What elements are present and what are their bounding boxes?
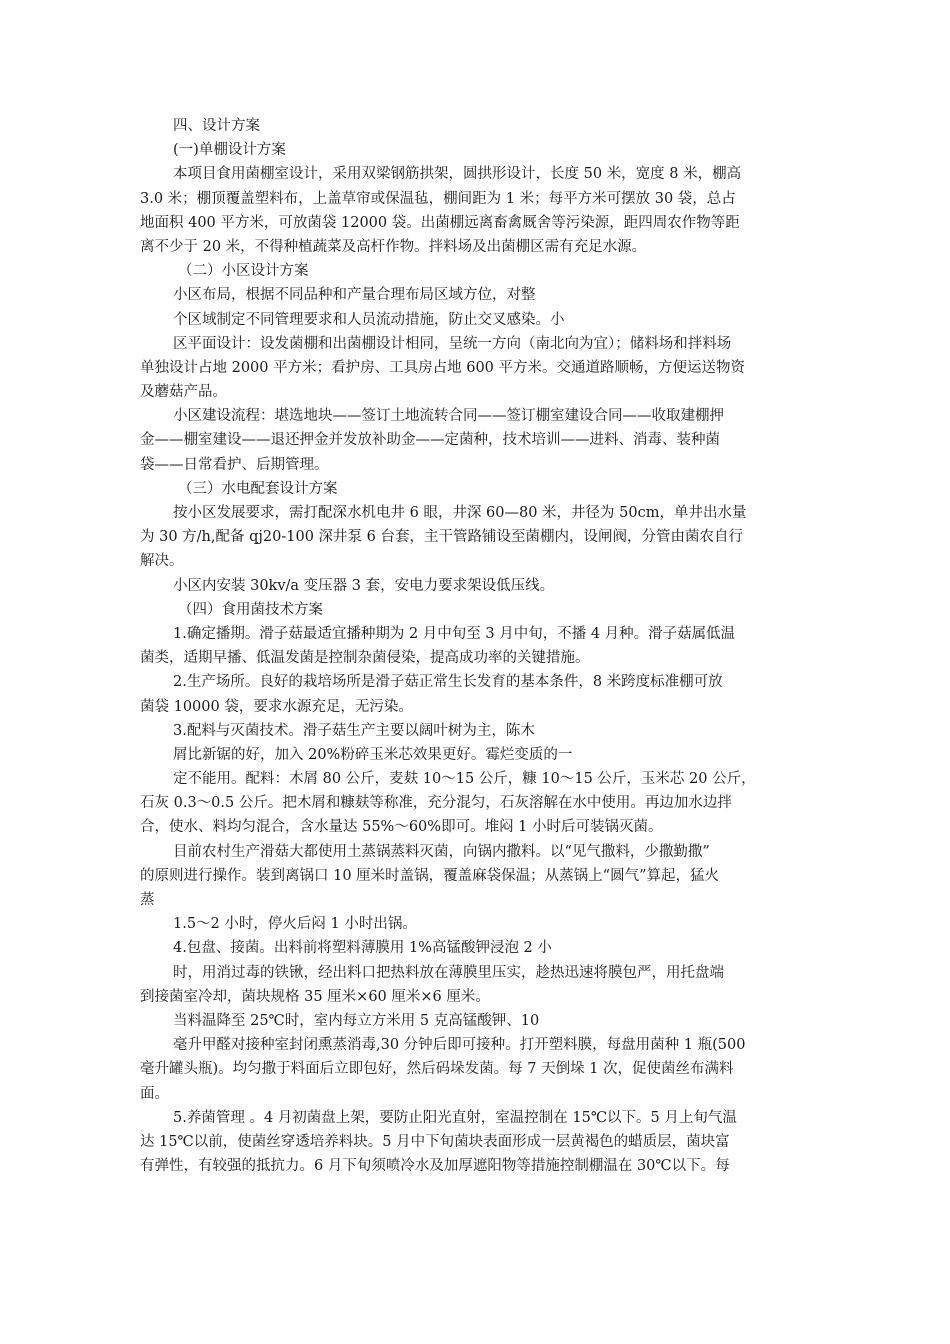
text-line: 小区布局，根据不同品种和产量合理布局区域方位，对整 xyxy=(173,287,536,304)
text-line: 的原则进行操作。装到离锅口 10 厘米时盖锅，覆盖麻袋保温；从蒸锅上“圆气”算起，猛火 xyxy=(140,867,719,884)
text-line: 毫升罐头瓶)。均匀撒于料面后立即包好，然后码垛发菌。每 7 天倒垛 1 次，促使菌丝布满料 xyxy=(140,1061,734,1078)
text-line: 小区建设流程：堪选地块——签订土地流转合同——签订棚室建设合同——收取建棚押 xyxy=(173,408,724,425)
text-line: 个区域制定不同管理要求和人员流动措施，防止交叉感染。小 xyxy=(173,311,565,328)
text-line: 面。 xyxy=(140,1085,169,1102)
text-line: 达 15℃以前，使菌丝穿透培养料块。5 月中下旬菌块表面形成一层黄褐色的蜡质层，菌块富 xyxy=(140,1133,730,1150)
text-line: 时，用消过毒的铁锹，经出料口把热料放在薄膜里压实，趁热迅速将膜包严，用托盘端 xyxy=(173,964,724,981)
text-line: 2.生产场所。良好的栽培场所是滑子菇正常生长发育的基本条件，8 米跨度标准棚可放 xyxy=(173,674,723,691)
text-line: 袋——日常看护、后期管理。 xyxy=(140,456,329,473)
text-line: （三）水电配套设计方案 xyxy=(178,480,338,497)
text-line: 3.0 米；棚顶覆盖塑料布，上盖草帘或保温毡，棚间距为 1 米；每平方米可摆放 30 袋，总占 xyxy=(140,190,736,207)
text-line: 单独设计占地 2000 平方米；看护房、工具房占地 600 平方米。交通道路顺畅，方便运送物资 xyxy=(140,359,746,376)
text-line: 及蘑菇产品。 xyxy=(140,384,227,401)
text-line: 3.配料与灭菌技术。滑子菇生产主要以阔叶树为主，陈木 xyxy=(173,722,535,739)
text-line: 解决。 xyxy=(140,553,184,570)
text-line: 4.包盘、接菌。出料前将塑料薄膜用 1%高锰酸钾浸泡 2 小 xyxy=(173,940,552,957)
text-line: 1.确定播期。滑子菇最适宜播种期为 2 月中旬至 3 月中旬，不播 4 月种。滑子菇属低温 xyxy=(173,625,736,642)
text-line: 菌袋 10000 袋，要求水源充足，无污染。 xyxy=(140,698,413,715)
text-line: 当料温降至 25℃时，室内每立方米用 5 克高锰酸钾、10 xyxy=(173,1012,540,1029)
text-line: （四）食用菌技术方案 xyxy=(178,601,323,618)
text-line: （二）小区设计方案 xyxy=(178,263,309,280)
text-line: 为 30 方/h,配备 qj20-100 深井泵 6 台套，主干管路铺设至菌棚内，设闸阀，分管由菌农自行 xyxy=(140,529,743,546)
text-line: 小区内安装 30kv/a 变压器 3 套，安电力要求架设低压线。 xyxy=(173,577,555,594)
text-line: 区平面设计：设发菌棚和出菌棚设计相同，呈统一方向（南北向为宜）；储料场和拌料场 xyxy=(173,335,732,352)
text-line: 离不少于 20 米，不得种植蔬菜及高杆作物。拌料场及出菌棚区需有充足水源。 xyxy=(140,238,647,255)
text-line: 目前农村生产滑菇大都使用土蒸锅蒸料灭菌，向锅内撒料。以“见气撒料，少撒勤撒” xyxy=(173,843,710,860)
text-line: 菌类，适期早播、低温发菌是控制杂菌侵染，提高成功率的关键措施。 xyxy=(140,650,590,667)
text-line: (一)单棚设计方案 xyxy=(173,142,286,159)
text-line: 金——棚室建设——退还押金并发放补助金——定菌种，技术培训——进料、消毒、装种菌 xyxy=(140,432,720,449)
text-line: 地面积 400 平方米，可放菌袋 12000 袋。出菌棚远离畜禽厩舍等污染源，距四周农作物等距 xyxy=(140,214,740,231)
text-line: 合，使水、料均匀混合，含水量达 55%～60%即可。堆闷 1 小时后可装锅灭菌。 xyxy=(140,819,663,836)
document-body xyxy=(140,114,812,1178)
text-line: 有弹性，有较强的抵抗力。6 月下旬须喷冷水及加厚遮阳物等措施控制棚温在 30℃以下。每 xyxy=(140,1158,730,1175)
text-line: 四、设计方案 xyxy=(173,118,260,134)
text-line: 按小区发展要求，需打配深水机电井 6 眼，井深 60—80 米，井径为 50cm，单井出水量 xyxy=(173,505,747,521)
text-line: 本项目食用菌棚室设计，采用双梁钢筋拱架，圆拱形设计，长度 50 米，宽度 8 米，棚高 xyxy=(173,166,742,183)
text-line: 石灰 0.3～0.5 公斤。把木屑和糠麸等称准，充分混匀，石灰溶解在水中使用。再边加水边拌 xyxy=(140,795,732,812)
text-line: 毫升甲醛对接种室封闭熏蒸消毒,30 分钟后即可接种。打开塑料膜，每盘用菌种 1 瓶(500 xyxy=(173,1037,746,1054)
text-line: 蒸 xyxy=(140,892,155,908)
text-line: 1.5～2 小时，停火后闷 1 小时出锅。 xyxy=(173,916,417,933)
text-line: 屑比新锯的好，加入 20%粉碎玉米芯效果更好。霉烂变质的一 xyxy=(173,746,573,763)
text-line: 5.养菌管理 。4 月初菌盘上架，要防止阳光直射，室温控制在 15℃以下。5 月上旬气温 xyxy=(173,1109,737,1126)
text-line: 定不能用。配料：木屑 80 公斤，麦麸 10～15 公斤，糠 10～15 公斤，玉米芯 20 公斤， xyxy=(173,771,756,788)
text-line: 到接菌室冷却，菌块规格 35 厘米×60 厘米×6 厘米。 xyxy=(140,988,490,1005)
